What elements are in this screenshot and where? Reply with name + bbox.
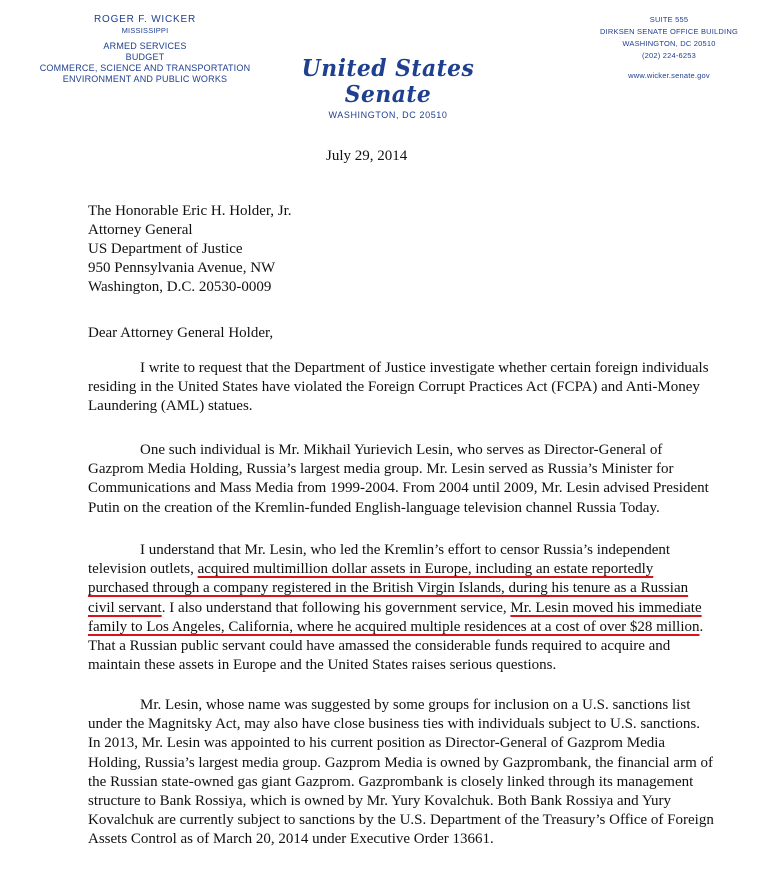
office-block: [584, 14, 754, 82]
paragraph-request: I write to request that the Department of Justice investigate whether certain foreign individuals residing in the United States have violated the Foreign Corrupt Practices Act (FCPA) and Anti-Money Laundering (AML) statues.: [88, 360, 709, 415]
paragraph-lesin-background: One such individual is Mr. Mikhail Yurievich Lesin, who serves as Director-General of Gazprom Media Holding, Russia’s largest media group. Mr. Lesin served as Russia’s Minister for Communications and Mass Media from 1999-2004. From 2004 until 2009, Mr. Lesin advised President Putin on the creation of the Kremlin-funded English-language television channel Russia Today.: [88, 442, 709, 516]
committee-item: ARMED SERVICES: [103, 41, 187, 51]
recipient-address: [88, 202, 292, 297]
address-line: Attorney General: [88, 222, 193, 238]
paragraph-sanctions: Mr. Lesin, whose name was suggested by some groups for inclusion on a U.S. sanctions list under the Magnitsky Act, may also have close business ties with individuals subject to U.S. sanctions. In 2013, Mr. Lesin was appointed to his current position as Director-General of Gazprom Media Holding, Russia’s largest media group. Gazprom Media is owned by Gazprombank, the financial arm of the Russian state-owned gas giant Gazprom. Gazprombank is closely linked through its management structure to Bank Rossiya, which is owned by Mr. Yury Kovalchuk. Both Bank Rossiya and Yury Kovalchuk are currently subject to sanctions by the U.S. Department of the Treasury’s Office of Foreign Assets Control as of March 20, 2014 under Executive Order 13661.: [88, 697, 714, 848]
senator-name: ROGER F. WICKER: [93, 14, 196, 25]
address-line: The Honorable Eric H. Holder, Jr.: [88, 203, 292, 219]
address-line: Washington, D.C. 20530-0009: [88, 279, 272, 295]
committee-item: ENVIRONMENT AND PUBLIC WORKS: [62, 74, 228, 84]
address-line: 950 Pennsylvania Avenue, NW: [88, 260, 276, 276]
highlighted-text: Mr. Lesin moved his immediate family to Los Angeles, California, where he acquired multiple residences at a cost of over $28 million: [88, 599, 702, 635]
committee-item: BUDGET: [125, 52, 165, 62]
letter-date: July 29, 2014: [326, 148, 408, 164]
committee-item: COMMERCE, SCIENCE AND TRANSPORTATION: [39, 63, 251, 73]
letterhead: [0, 0, 780, 120]
text-run: I understand that Mr. Lesin, who led the Kremlin’s effort to censor Russia’s independent television outlets,: [88, 542, 671, 578]
text-run: . That a Russian public servant could have amassed the considerable funds required to acquire and maintain these assets in Europe and the United States raises serious questions.: [88, 618, 704, 674]
highlighted-text: acquired multimillion dollar assets in Europe, including an estate reportedly purchased through a company registered in the British Virgin Islands, during his tenure as a Russian civil servant: [88, 561, 689, 616]
senator-block: [30, 14, 260, 85]
senate-seal-title: [250, 56, 526, 120]
office-city: WASHINGTON, DC 20510: [622, 39, 716, 48]
salutation: Dear Attorney General Holder,: [88, 325, 274, 341]
senate-title: United States Senate: [301, 55, 475, 108]
text-run: . I also understand that following his government service,: [161, 599, 511, 616]
office-website: www.wicker.senate.gov: [628, 71, 710, 80]
senate-city: WASHINGTON, DC 20510: [328, 110, 448, 120]
address-line: US Department of Justice: [88, 241, 243, 257]
office-phone: (202) 224-6253: [641, 51, 697, 60]
office-building: DIRKSEN SENATE OFFICE BUILDING: [600, 27, 738, 36]
senator-state: MISSISSIPPI: [121, 26, 169, 35]
office-suite: SUITE 555: [649, 15, 689, 24]
paragraph-lesin-assets: [88, 541, 716, 675]
